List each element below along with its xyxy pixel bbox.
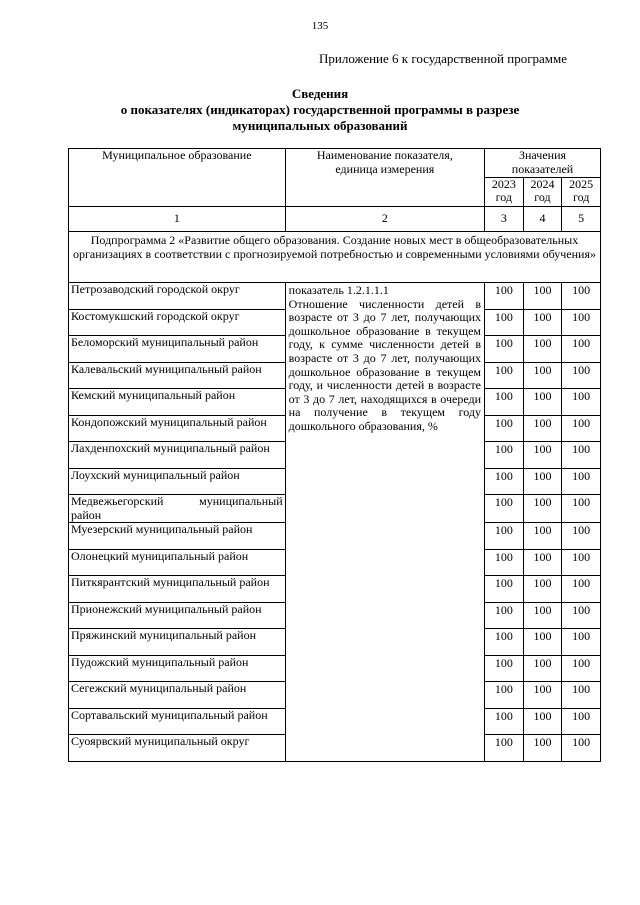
value-2025-cell: 100 — [562, 549, 601, 576]
value-2023-cell: 100 — [485, 336, 524, 363]
municipality-cell: Петрозаводский городской округ — [69, 283, 286, 310]
value-2024-cell: 100 — [523, 682, 562, 709]
header-indicator-line-2: единица измерения — [335, 161, 435, 176]
column-number: 1 — [69, 207, 286, 232]
value-2025-cell: 100 — [562, 362, 601, 389]
value-2024-cell: 100 — [523, 415, 562, 442]
value-2023-cell: 100 — [485, 389, 524, 416]
table-row — [69, 283, 601, 310]
header-indicator-line-1: Наименование показателя, — [316, 148, 453, 162]
header-indicator — [285, 149, 484, 207]
municipality-cell: Сортавальский муниципальный район — [69, 708, 286, 735]
column-number: 3 — [485, 207, 524, 232]
value-2025-cell: 100 — [562, 468, 601, 495]
value-2025-cell: 100 — [562, 735, 601, 762]
municipality-cell: Кондопожский муниципальный район — [69, 415, 286, 442]
value-2024-cell: 100 — [523, 468, 562, 495]
header-year-value: 2024 — [530, 177, 555, 191]
value-2024-cell: 100 — [523, 602, 562, 629]
value-2024-cell: 100 — [523, 283, 562, 310]
column-number: 2 — [285, 207, 484, 232]
indicator-cell — [285, 283, 484, 762]
value-2024-cell: 100 — [523, 549, 562, 576]
value-2023-cell: 100 — [485, 735, 524, 762]
value-2023-cell: 100 — [485, 283, 524, 310]
value-2023-cell: 100 — [485, 655, 524, 682]
value-2025-cell: 100 — [562, 682, 601, 709]
header-year-2023 — [485, 178, 524, 207]
value-2024-cell: 100 — [523, 389, 562, 416]
value-2025-cell: 100 — [562, 309, 601, 336]
value-2024-cell: 100 — [523, 495, 562, 523]
header-year-2025 — [562, 178, 601, 207]
value-2025-cell: 100 — [562, 495, 601, 523]
municipality-cell: Питкярантский муниципальный район — [69, 576, 286, 603]
value-2023-cell: 100 — [485, 415, 524, 442]
value-2023-cell: 100 — [485, 523, 524, 550]
subprogram-title: Подпрограмма 2 «Развитие общего образования. Создание новых мест в общеобразовательных организациях в соответствии с прогнозируемой потребностью и современными условиями обучения» — [69, 232, 601, 283]
header-values-line-1: Значения — [519, 148, 567, 162]
municipality-cell: Сегежский муниципальный район — [69, 682, 286, 709]
value-2024-cell: 100 — [523, 523, 562, 550]
page-number: 135 — [311, 20, 329, 32]
value-2025-cell: 100 — [562, 629, 601, 656]
value-2024-cell: 100 — [523, 442, 562, 469]
value-2023-cell: 100 — [485, 576, 524, 603]
municipality-cell: Прионежский муниципальный район — [69, 602, 286, 629]
header-year-2024 — [523, 178, 562, 207]
header-municipality: Муниципальное образование — [69, 149, 286, 207]
column-number: 5 — [562, 207, 601, 232]
municipality-cell: Кемский муниципальный район — [69, 389, 286, 416]
value-2023-cell: 100 — [485, 442, 524, 469]
municipality-cell: Медвежьегорский муниципальный район — [69, 495, 286, 523]
municipality-cell: Костомукшский городской округ — [69, 309, 286, 336]
value-2025-cell: 100 — [562, 336, 601, 363]
title-line-3: муниципальных образований — [232, 118, 408, 133]
value-2024-cell: 100 — [523, 576, 562, 603]
value-2024-cell: 100 — [523, 735, 562, 762]
column-number: 4 — [523, 207, 562, 232]
value-2024-cell: 100 — [523, 336, 562, 363]
title-line-2: о показателях (индикаторах) государственной программы в разрезе — [120, 102, 520, 117]
municipality-cell: Муезерский муниципальный район — [69, 523, 286, 550]
value-2023-cell: 100 — [485, 682, 524, 709]
document-title — [0, 86, 640, 134]
value-2025-cell: 100 — [562, 283, 601, 310]
value-2023-cell: 100 — [485, 495, 524, 523]
header-values — [485, 149, 601, 178]
municipality-cell: Суоярвский муниципальный округ — [69, 735, 286, 762]
header-year-unit: год — [572, 190, 590, 204]
header-year-value: 2025 — [569, 177, 594, 191]
value-2023-cell: 100 — [485, 549, 524, 576]
appendix-label: Приложение 6 к государственной программе — [319, 51, 568, 66]
municipality-cell: Пудожский муниципальный район — [69, 655, 286, 682]
value-2025-cell: 100 — [562, 389, 601, 416]
value-2023-cell: 100 — [485, 629, 524, 656]
header-year-unit: год — [495, 190, 513, 204]
municipality-cell: Калевальский муниципальный район — [69, 362, 286, 389]
municipality-cell: Пряжинский муниципальный район — [69, 629, 286, 656]
header-values-line-2: показателей — [511, 161, 574, 176]
value-2023-cell: 100 — [485, 602, 524, 629]
municipality-cell: Беломорский муниципальный район — [69, 336, 286, 363]
value-2024-cell: 100 — [523, 655, 562, 682]
indicator-description: Отношение численности детей в возрасте от 3 до 7 лет, получающих дошкольное образование в текущем году, к сумме численности детей в возрасте от 3 до 7 лет, получающих дошкольное образование в текущем году, и численности детей в возрасте от 3 до 7 лет, находящихся в очереди на получение в текущем году дошкольного образования, % — [288, 296, 482, 433]
value-2025-cell: 100 — [562, 576, 601, 603]
value-2024-cell: 100 — [523, 629, 562, 656]
indicator-code: показатель 1.2.1.1.1 — [288, 283, 389, 297]
title-line-1: Сведения — [291, 86, 349, 101]
value-2023-cell: 100 — [485, 362, 524, 389]
value-2024-cell: 100 — [523, 708, 562, 735]
value-2023-cell: 100 — [485, 468, 524, 495]
municipality-cell: Лоухский муниципальный район — [69, 468, 286, 495]
value-2023-cell: 100 — [485, 309, 524, 336]
subprogram-row — [69, 232, 601, 283]
value-2025-cell: 100 — [562, 602, 601, 629]
value-2024-cell: 100 — [523, 309, 562, 336]
indicators-table — [68, 148, 601, 762]
column-number-row — [69, 207, 601, 232]
value-2023-cell: 100 — [485, 708, 524, 735]
value-2025-cell: 100 — [562, 655, 601, 682]
value-2025-cell: 100 — [562, 442, 601, 469]
header-year-value: 2023 — [491, 177, 516, 191]
value-2025-cell: 100 — [562, 415, 601, 442]
municipality-cell: Лахденпохский муниципальный район — [69, 442, 286, 469]
value-2025-cell: 100 — [562, 523, 601, 550]
header-year-unit: год — [534, 190, 551, 204]
municipality-cell: Олонецкий муниципальный район — [69, 549, 286, 576]
value-2025-cell: 100 — [562, 708, 601, 735]
value-2024-cell: 100 — [523, 362, 562, 389]
